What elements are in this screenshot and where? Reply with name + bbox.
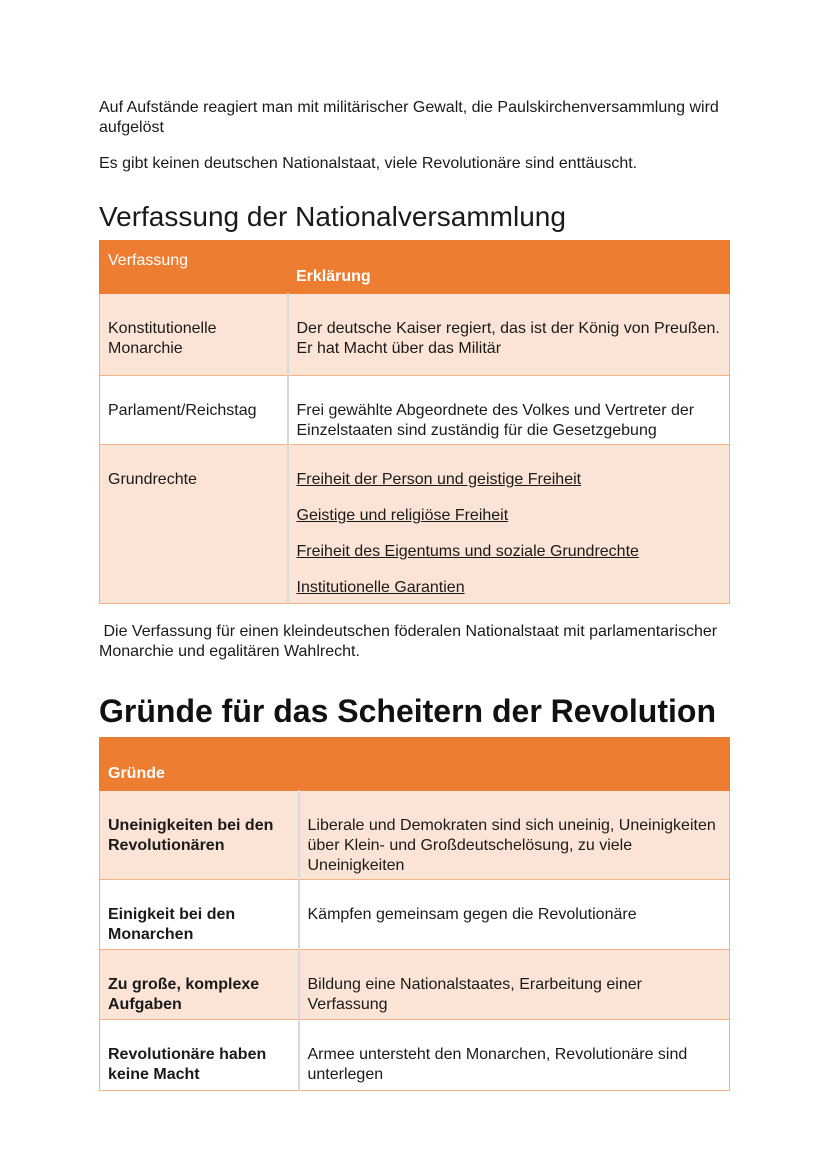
scheitern-reason: Uneinigkeiten bei den Revolutionären (100, 791, 299, 880)
verfassung-table (99, 240, 730, 604)
grundrechte-link-1[interactable]: Freiheit der Person und geistige Freiheit (296, 471, 582, 488)
table-row (100, 376, 730, 445)
scheitern-desc: Armee untersteht den Monarchen, Revolutionäre sind unterlegen (299, 1020, 730, 1091)
scheitern-table-header (100, 738, 730, 791)
scheitern-heading: Gründe für das Scheitern der Revolution (99, 693, 716, 729)
verfassung-desc: Frei gewählte Abgeordnete des Volkes und Vertreter der Einzelstaaten sind zuständig für die Gesetzgebung (288, 376, 730, 445)
table-row (100, 791, 730, 880)
table-row (100, 294, 730, 376)
grundrechte-link-2[interactable]: Geistige und religiöse Freiheit (296, 507, 509, 524)
table-row (100, 950, 730, 1020)
table-row (100, 445, 730, 604)
verfassung-term: Grundrechte (100, 445, 288, 604)
verfassung-term: Parlament/Reichstag (100, 376, 288, 445)
verfassung-col1-header: Verfassung (100, 241, 288, 294)
verfassung-heading: Verfassung der Nationalversammlung (99, 201, 566, 232)
scheitern-desc: Liberale und Demokraten sind sich uneinig, Uneinigkeiten über Klein- und Großdeutschelösung, zu viele Uneinigkeiten (299, 791, 730, 880)
scheitern-header: Gründe (100, 738, 730, 791)
verfassung-summary: Die Verfassung für einen kleindeutschen föderalen Nationalstaat mit parlamentarischer Monarchie und egalitären Wahlrecht. (99, 623, 722, 660)
verfassung-desc: Der deutsche Kaiser regiert, das ist der König von Preußen. Er hat Macht über das Militär (288, 294, 730, 376)
table-row (100, 880, 730, 950)
grundrechte-link-3[interactable]: Freiheit des Eigentums und soziale Grundrechte (296, 543, 639, 560)
scheitern-desc: Kämpfen gemeinsam gegen die Revolutionäre (299, 880, 730, 950)
scheitern-reason: Zu große, komplexe Aufgaben (100, 950, 299, 1020)
scheitern-table (99, 737, 730, 1091)
grundrechte-link-4[interactable]: Institutionelle Garantien (296, 579, 465, 596)
scheitern-reason: Einigkeit bei den Monarchen (100, 880, 299, 950)
grundrechte-links (288, 445, 730, 604)
scheitern-reason: Revolutionäre haben keine Macht (100, 1020, 299, 1091)
verfassung-col2-header: Erklärung (288, 241, 730, 294)
table-row (100, 1020, 730, 1091)
scheitern-desc: Bildung eine Nationalstaates, Erarbeitung einer Verfassung (299, 950, 730, 1020)
intro-paragraph-2: Es gibt keinen deutschen Nationalstaat, viele Revolutionäre sind enttäuscht. (99, 155, 638, 172)
verfassung-table-header (100, 241, 730, 294)
intro-paragraph-1: Auf Aufstände reagiert man mit militärischer Gewalt, die Paulskirchenversammlung wird aufgelöst (99, 99, 719, 136)
verfassung-term: Konstitutionelle Monarchie (100, 294, 288, 376)
